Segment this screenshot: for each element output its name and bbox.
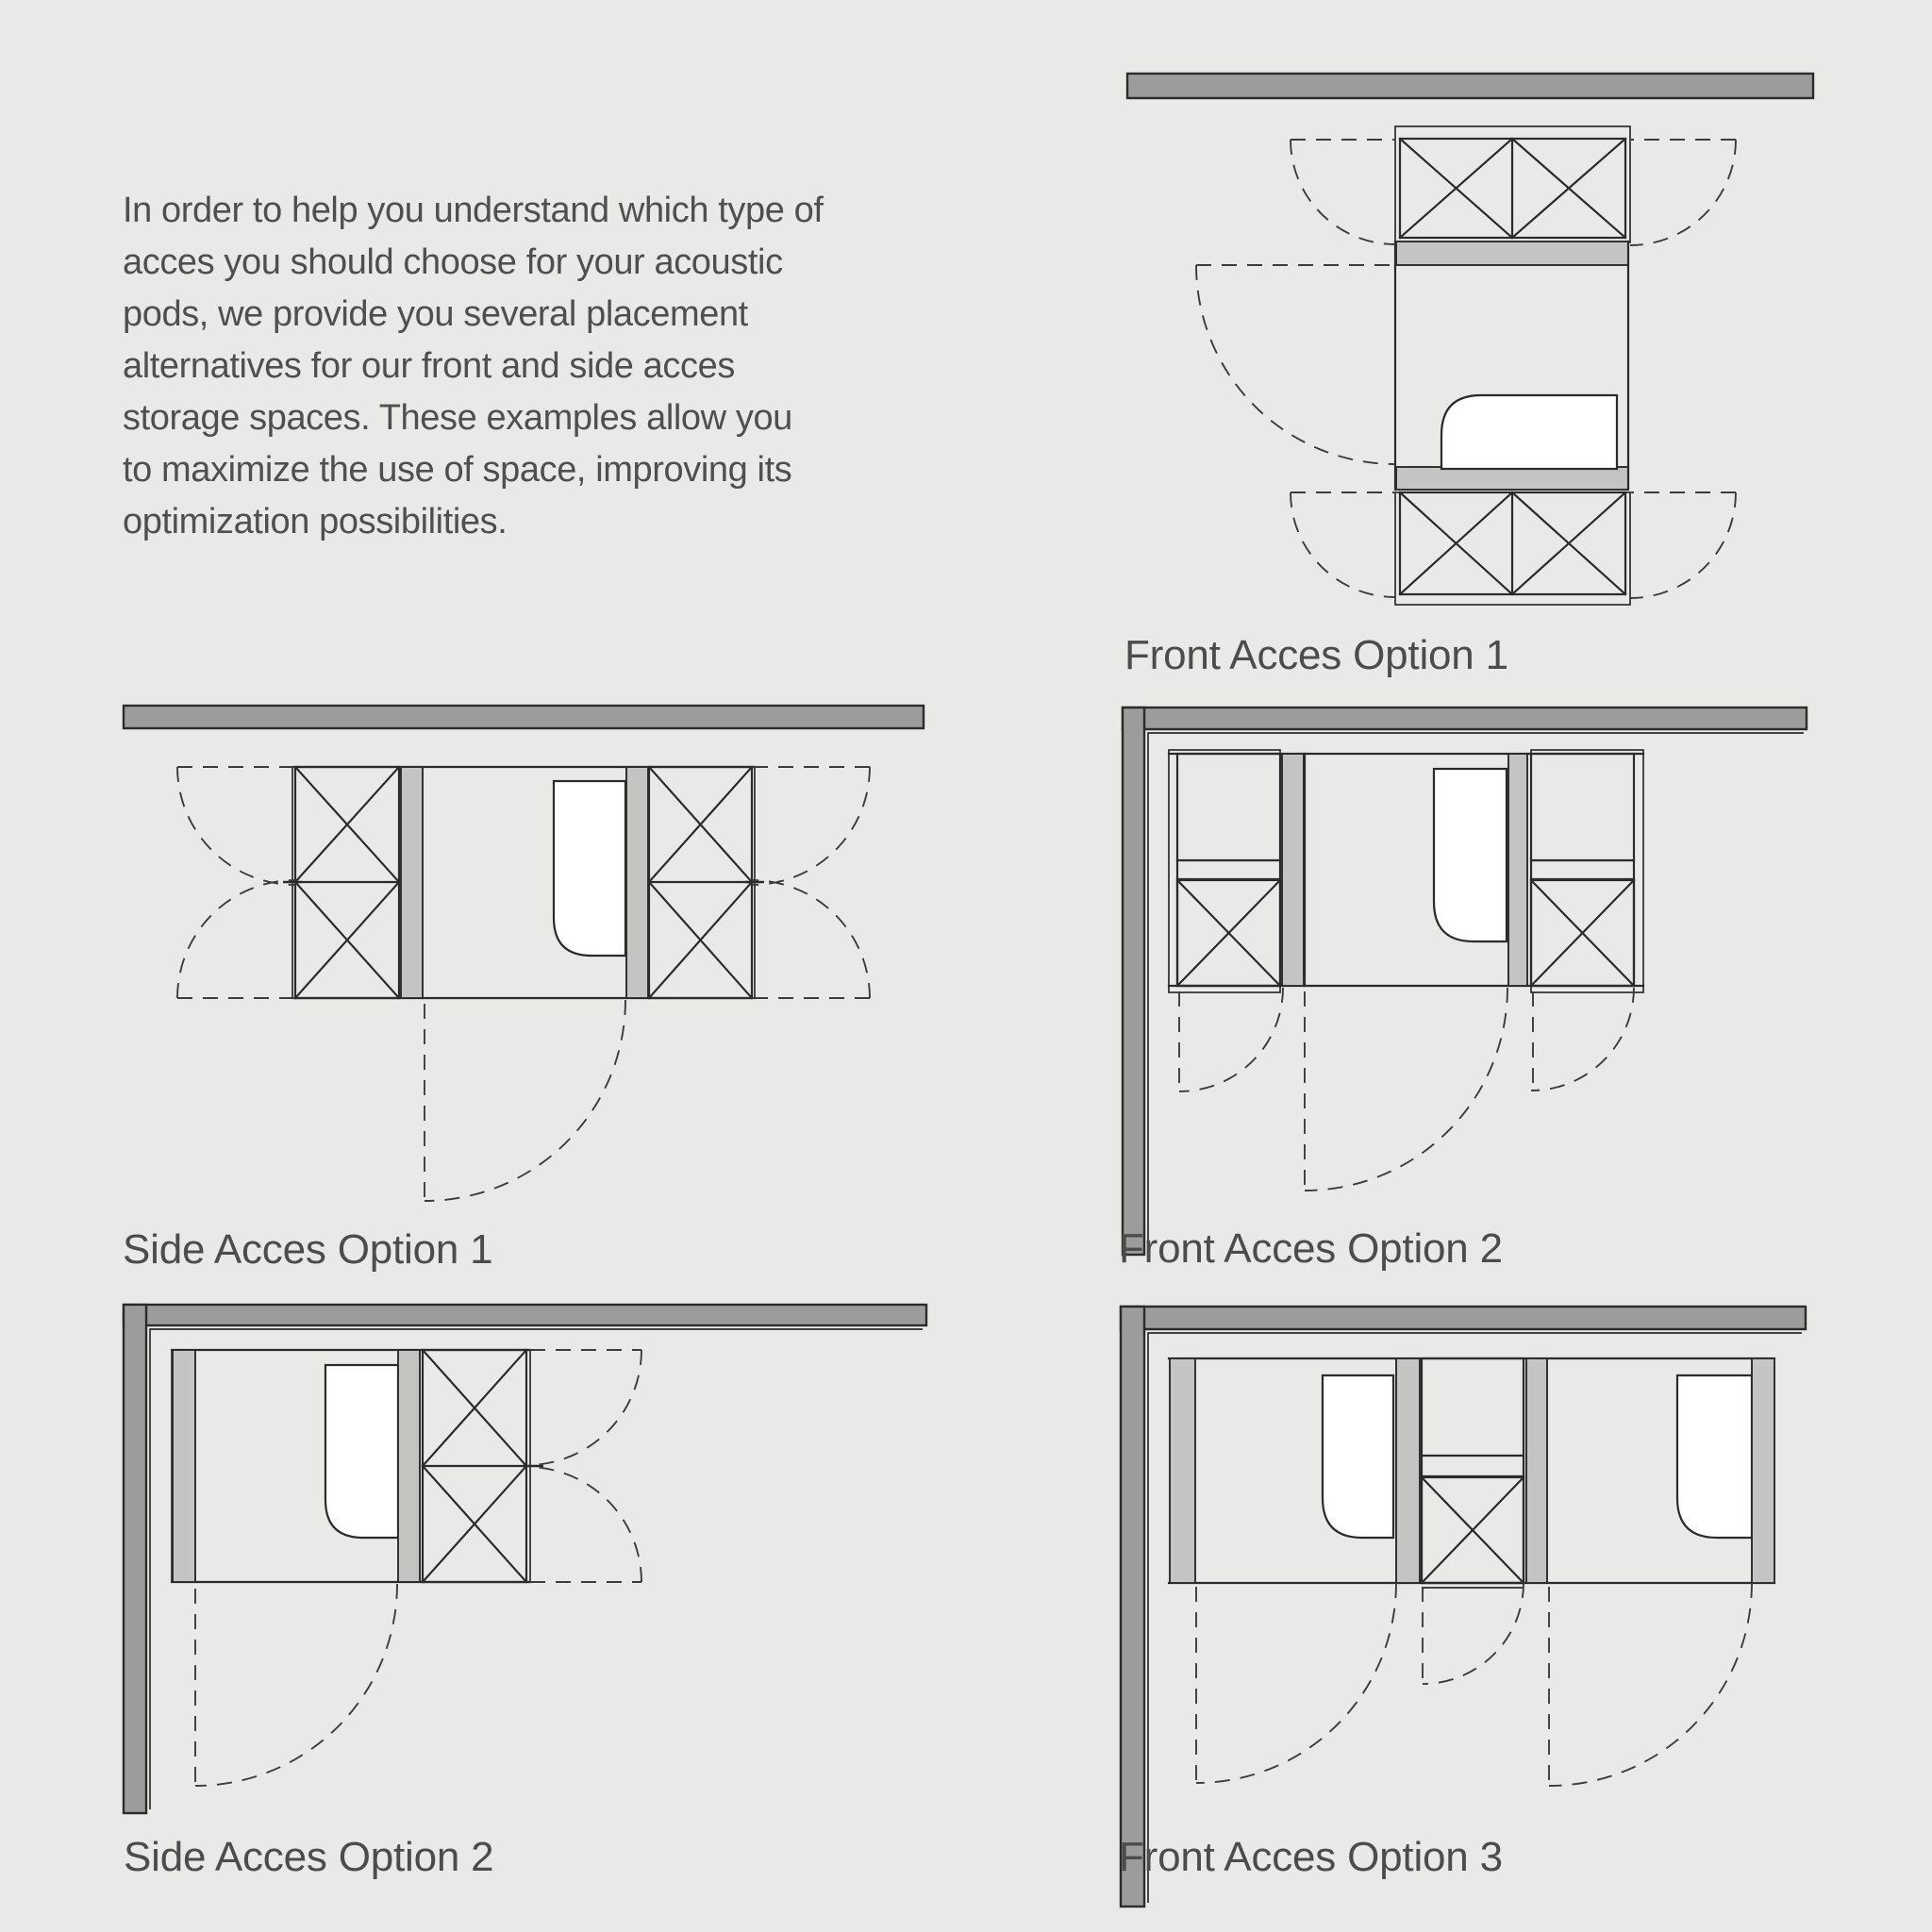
front-access-option-1-plan — [1127, 74, 1813, 605]
pod-wall-band — [626, 767, 648, 998]
storage-unit-left — [292, 767, 399, 998]
pod-wall-band — [1396, 467, 1628, 490]
storage-unit-left — [1169, 750, 1280, 992]
pod-wall-band — [1396, 242, 1628, 265]
pod-wall-band — [1508, 754, 1527, 986]
intro-line: In order to help you understand which type of — [123, 191, 824, 230]
pod-wall-band — [173, 1350, 195, 1582]
wall-segment-top — [1123, 708, 1807, 729]
wall-segment-top — [124, 1305, 926, 1325]
pod-wall-band — [1752, 1358, 1774, 1583]
desk — [1441, 395, 1617, 469]
intro-line: acces you should choose for your acoustic — [123, 242, 783, 282]
pod — [401, 767, 648, 998]
pod-wall-band — [1396, 1358, 1420, 1583]
wall-inner-line — [150, 1329, 923, 1809]
desk — [1677, 1375, 1752, 1538]
storage-unit-bottom — [1395, 492, 1630, 605]
side-access-option-2-plan — [124, 1305, 926, 1813]
intro-line: optimization possibilities. — [123, 502, 508, 541]
storage-unit-right — [423, 1350, 530, 1582]
front-access-option-2-plan — [1123, 708, 1807, 1255]
wall-segment — [1127, 74, 1813, 98]
diagram-caption-front-1: Front Acces Option 1 — [1124, 632, 1508, 678]
storage-unit-center — [1422, 1358, 1524, 1588]
wall-segment-left — [1121, 1307, 1144, 1907]
storage-unit-top — [1395, 126, 1630, 242]
pod-right — [1526, 1358, 1774, 1583]
diagram-caption-side-2: Side Acces Option 2 — [124, 1834, 494, 1880]
door-swings — [1196, 140, 1736, 598]
diagram-caption-front-2: Front Acces Option 2 — [1119, 1225, 1503, 1272]
intro-line: pods, we provide you several placement — [123, 294, 748, 334]
pod-wall-band — [401, 767, 423, 998]
intro-text — [123, 185, 858, 548]
pod-left — [1170, 1358, 1420, 1583]
storage-unit-right — [1531, 750, 1643, 992]
desk — [1434, 769, 1507, 941]
pod — [172, 1350, 420, 1582]
intro-line: storage spaces. These examples allow you — [123, 398, 792, 438]
front-access-option-3-plan — [1121, 1307, 1806, 1907]
desk — [1323, 1375, 1393, 1538]
door-swings — [1196, 1583, 1752, 1786]
storage-unit-right — [649, 767, 755, 998]
wall-segment-left — [1123, 708, 1144, 1255]
desk — [554, 781, 625, 956]
desk — [325, 1365, 398, 1538]
wall-segment — [124, 706, 924, 728]
pod-wall-band — [1170, 1358, 1195, 1583]
wall-segment-left — [124, 1305, 146, 1813]
intro-line: to maximize the use of space, improving its — [123, 450, 792, 490]
pod — [1282, 754, 1527, 986]
door-swings — [1179, 988, 1634, 1191]
diagram-caption-front-3: Front Acces Option 3 — [1119, 1834, 1503, 1880]
door-swings — [177, 767, 870, 1201]
side-access-option-1-plan — [124, 706, 924, 1201]
pod-wall-band — [398, 1350, 420, 1582]
diagram-caption-side-1: Side Acces Option 1 — [123, 1226, 493, 1273]
pod-wall-band — [1282, 754, 1304, 986]
wall-segment-top — [1121, 1307, 1806, 1329]
intro-line: alternatives for our front and side acces — [123, 346, 735, 386]
pod-wall-band — [1526, 1358, 1547, 1583]
pod — [1395, 242, 1628, 490]
